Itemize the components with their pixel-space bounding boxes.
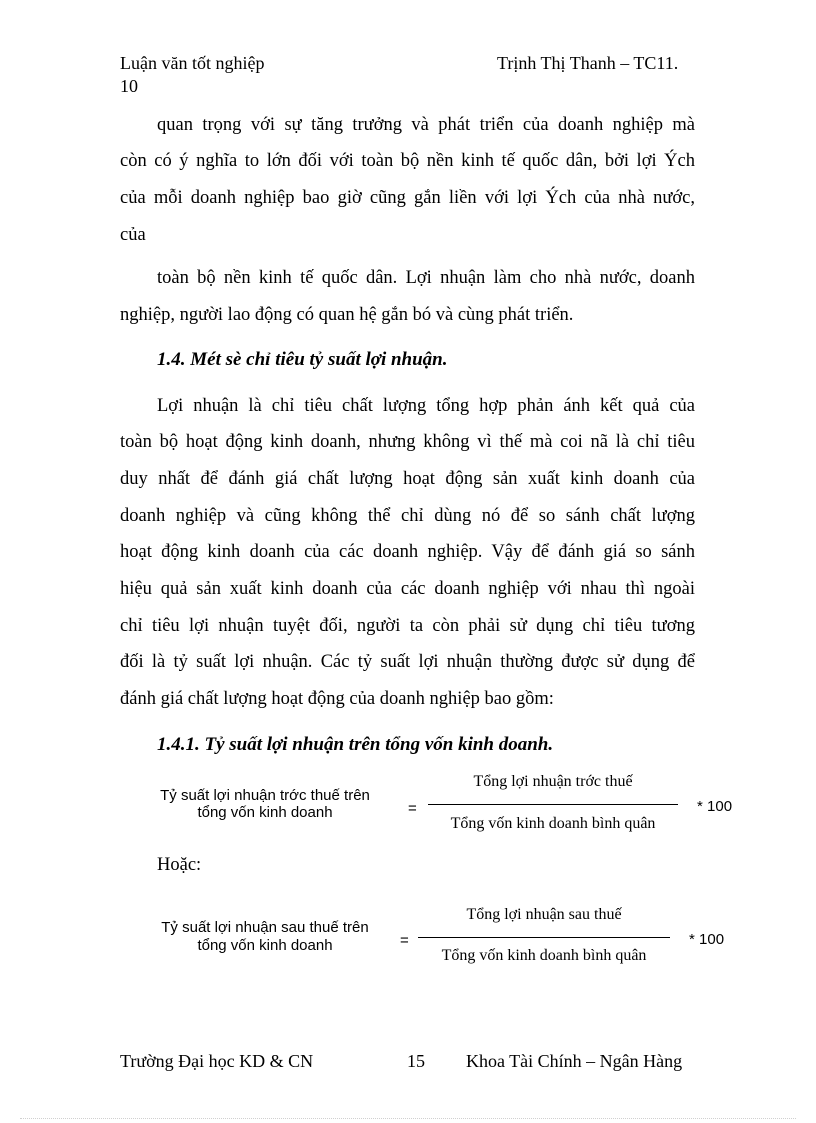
paragraph-line: toàn bộ hoạt động kinh doanh, nhưng không vì thế mà coi nã là chỉ tiêu xyxy=(120,432,695,452)
paragraph-line: nghiệp, người lao động có quan hệ gắn bó và cùng phát triển. xyxy=(120,305,574,325)
formula-denominator: Tổng vốn kinh doanh bình quân xyxy=(441,947,647,964)
formula-lhs-line2: tổng vốn kinh doanh xyxy=(197,937,333,954)
paragraph-line: doanh nghiệp và cũng không thể chỉ dùng nó để so sánh chất lượng xyxy=(120,506,695,526)
formula-multiplier: * 100 xyxy=(689,931,725,948)
formula-equals: = xyxy=(400,932,409,949)
paragraph-line: quan trọng với sự tăng trưởng và phát triển của doanh nghiệp mà xyxy=(157,115,695,135)
paragraph-line: toàn bộ nền kinh tế quốc dân. Lợi nhuận làm cho nhà nước, doanh xyxy=(157,268,695,288)
paragraph-line: của mỗi doanh nghiệp bao giờ cũng gắn liền với lợi Ých của nhà nước, xyxy=(120,188,695,208)
paragraph-line: của xyxy=(120,225,146,245)
section-heading-1-4-1: 1.4.1. Tỷ suất lợi nhuận trên tổng vốn kinh doanh. xyxy=(157,734,554,755)
section-heading-1-4: 1.4. Mét sè chỉ tiêu tỷ suất lợi nhuận. xyxy=(157,349,448,370)
paragraph-line: đánh giá chất lượng hoạt động của doanh nghiệp bao gồm: xyxy=(120,689,554,709)
page-bottom-border xyxy=(20,1118,796,1119)
paragraph-line: hiệu quả sản xuất kinh doanh của các doanh nghiệp với nhau thì ngoài xyxy=(120,579,695,599)
formula-numerator: Tổng lợi nhuận trớc thuế xyxy=(473,773,633,790)
formula-lhs-line1: Tỷ suất lợi nhuận sau thuế trên xyxy=(161,919,369,936)
paragraph-line: hoạt động kinh doanh của các doanh nghiệp. Vậy để đánh giá so sánh xyxy=(120,542,695,562)
formula-denominator: Tổng vốn kinh doanh bình quân xyxy=(450,815,656,832)
or-label: Hoặc: xyxy=(157,855,202,875)
formula-numerator: Tổng lợi nhuận sau thuế xyxy=(466,906,622,923)
header-thesis-title: Luận văn tốt nghiệp xyxy=(120,53,265,73)
footer-school: Trường Đại học KD & CN xyxy=(120,1051,314,1071)
header-page-ref: 10 xyxy=(120,76,138,96)
formula-lhs-line2: tổng vốn kinh doanh xyxy=(197,804,333,821)
fraction-bar xyxy=(418,937,670,938)
footer-page-number: 15 xyxy=(407,1051,425,1071)
paragraph-line: Lợi nhuận là chỉ tiêu chất lượng tổng hợp phản ánh kết quả của xyxy=(157,396,695,416)
paragraph-line: duy nhất để đánh giá chất lượng hoạt động sản xuất kinh doanh của xyxy=(120,469,695,489)
header-author: Trịnh Thị Thanh – TC11. xyxy=(497,53,679,73)
paragraph-line: chỉ tiêu lợi nhuận tuyệt đối, người ta còn phải sử dụng chỉ tiêu tương xyxy=(120,616,695,636)
footer-faculty: Khoa Tài Chính – Ngân Hàng xyxy=(466,1051,683,1071)
formula-equals: = xyxy=(408,800,417,817)
fraction-bar xyxy=(428,804,678,805)
paragraph-line: đối là tỷ suất lợi nhuận. Các tỷ suất lợi nhuận thường được sử dụng để xyxy=(120,652,695,672)
formula-lhs-line1: Tỷ suất lợi nhuận trớc thuế trên xyxy=(160,787,370,804)
paragraph-line: còn có ý nghĩa to lớn đối với toàn bộ nền kinh tế quốc dân, bởi lợi Ých xyxy=(120,151,695,171)
formula-multiplier: * 100 xyxy=(697,798,733,815)
